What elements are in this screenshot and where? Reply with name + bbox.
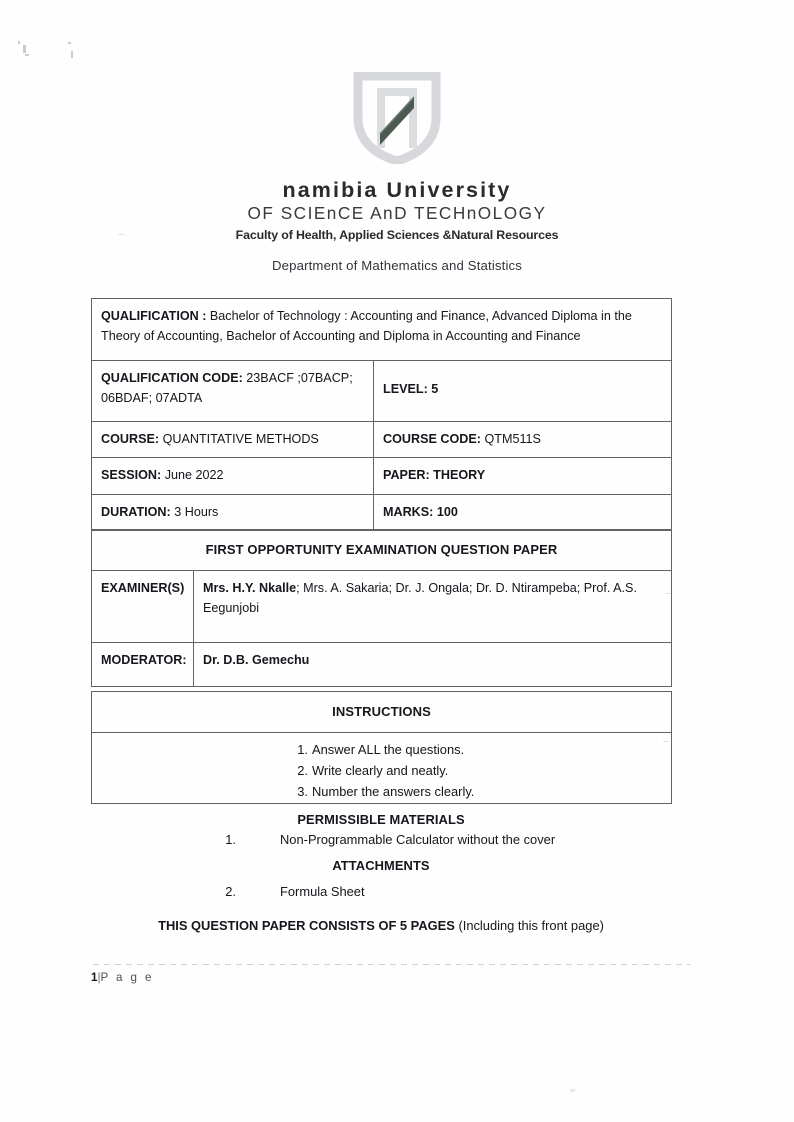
course-value: QUANTITATIVE METHODS xyxy=(162,432,319,446)
page-count-statement xyxy=(91,916,671,937)
university-name-line1: namibia University xyxy=(282,178,512,202)
list-item: Answer ALL the questions. xyxy=(312,742,465,758)
instructions-list xyxy=(92,740,671,803)
page-count-strong: THIS QUESTION PAPER CONSISTS OF 5 PAGES xyxy=(158,918,455,934)
attachment-item-text: Formula Sheet xyxy=(280,883,365,899)
nust-shield-logo-icon xyxy=(350,72,444,164)
paper-label: PAPER: xyxy=(383,468,430,483)
course-label: COURSE: xyxy=(101,432,160,446)
attachments-heading: ATTACHMENTS xyxy=(332,857,430,873)
examiner-label: EXAMINER(S) xyxy=(92,571,194,643)
qualification-code-value: 23BACF ;07BACP; 06BDAF; 07ADTA xyxy=(101,371,353,406)
paper-cell xyxy=(374,458,672,494)
marks-label: MARKS: xyxy=(383,504,434,519)
instructions-list-cell xyxy=(92,733,672,804)
footer-separator: | xyxy=(97,971,101,984)
session-cell xyxy=(92,458,374,494)
faculty-name: Faculty of Health, Applied Sciences &Natural Resources xyxy=(235,227,559,242)
session-value: June 2022 xyxy=(164,468,224,483)
examiner-value-cell xyxy=(194,571,672,643)
scan-speckle xyxy=(18,41,20,44)
level-cell xyxy=(374,361,672,422)
marks-cell xyxy=(374,494,672,530)
table-row xyxy=(92,299,672,361)
table-row xyxy=(92,571,672,643)
course-code-value: QTM511S xyxy=(484,432,541,446)
attachment-item xyxy=(91,882,671,903)
table-row xyxy=(92,733,672,804)
instructions-table xyxy=(91,691,672,804)
qualification-value: Bachelor of Technology : Accounting and Finance, Advanced Diploma in the Theory of Accounting, Bachelor of Accounting and Diploma in Accounting and Finance xyxy=(101,309,632,344)
scan-speckle xyxy=(570,1089,575,1092)
qualification-cell xyxy=(92,299,672,361)
footer-page-number: 1 xyxy=(91,971,98,984)
qualification-code-label: QUALIFICATION CODE: xyxy=(101,371,243,385)
table-row xyxy=(92,422,672,458)
page-count-rest: (Including this front page) xyxy=(454,918,604,934)
university-name-line2: OF SCIEnCE AnD TECHnOLOGY xyxy=(247,203,547,224)
permissible-item-number: 1. xyxy=(225,832,236,847)
permissible-materials-heading: PERMISSIBLE MATERIALS xyxy=(297,812,465,827)
footer-page-word: P a g e xyxy=(100,971,154,984)
table-row xyxy=(92,458,672,494)
table-row xyxy=(92,643,672,687)
department-name: Department of Mathematics and Statistics xyxy=(271,257,523,273)
instructions-header: INSTRUCTIONS xyxy=(92,692,672,733)
course-code-cell xyxy=(374,422,672,458)
examiner-rest: ; Mrs. A. Sakaria; Dr. J. Ongala; Dr. D. Ntirampeba; Prof. A.S. Eegunjobi xyxy=(203,581,637,616)
qualification-code-cell xyxy=(92,361,374,422)
attachment-item-number: 2. xyxy=(225,883,236,899)
permissible-material-item xyxy=(91,830,671,851)
table-row xyxy=(92,692,672,733)
table-row xyxy=(92,494,672,530)
course-cell xyxy=(92,422,374,458)
duration-value: 3 Hours xyxy=(174,504,219,519)
footer-divider xyxy=(93,964,690,965)
bottom-section xyxy=(91,812,671,950)
list-item: Number the answers clearly. xyxy=(312,783,475,799)
scan-speckle xyxy=(71,51,73,58)
table-row xyxy=(92,530,672,571)
moderator-label: MODERATOR: xyxy=(92,643,194,687)
moderator-value: Dr. D.B. Gemechu xyxy=(194,643,672,687)
course-code-label: COURSE CODE: xyxy=(383,432,481,446)
paper-value: THEORY xyxy=(433,468,486,483)
qualification-label: QUALIFICATION : xyxy=(101,309,207,323)
scan-speckle xyxy=(25,54,29,56)
scan-speckle xyxy=(68,42,71,44)
examiners-table xyxy=(91,529,672,687)
scan-speckle xyxy=(23,45,26,53)
qualification-table xyxy=(91,298,672,531)
session-label: SESSION: xyxy=(101,468,162,483)
duration-cell xyxy=(92,494,374,530)
level-value: 5 xyxy=(431,382,439,396)
duration-label: DURATION: xyxy=(101,504,171,519)
table-row xyxy=(92,361,672,422)
level-label: LEVEL: xyxy=(383,382,428,396)
examiner-primary: Mrs. H.Y. Nkalle xyxy=(203,581,297,596)
page-footer xyxy=(91,971,154,984)
marks-value: 100 xyxy=(436,504,458,519)
list-item: Write clearly and neatly. xyxy=(312,762,449,778)
permissible-item-text: Non-Programmable Calculator without the cover xyxy=(280,832,556,847)
exam-paper-header: FIRST OPPORTUNITY EXAMINATION QUESTION PAPER xyxy=(92,530,672,571)
institution-header xyxy=(0,72,794,273)
